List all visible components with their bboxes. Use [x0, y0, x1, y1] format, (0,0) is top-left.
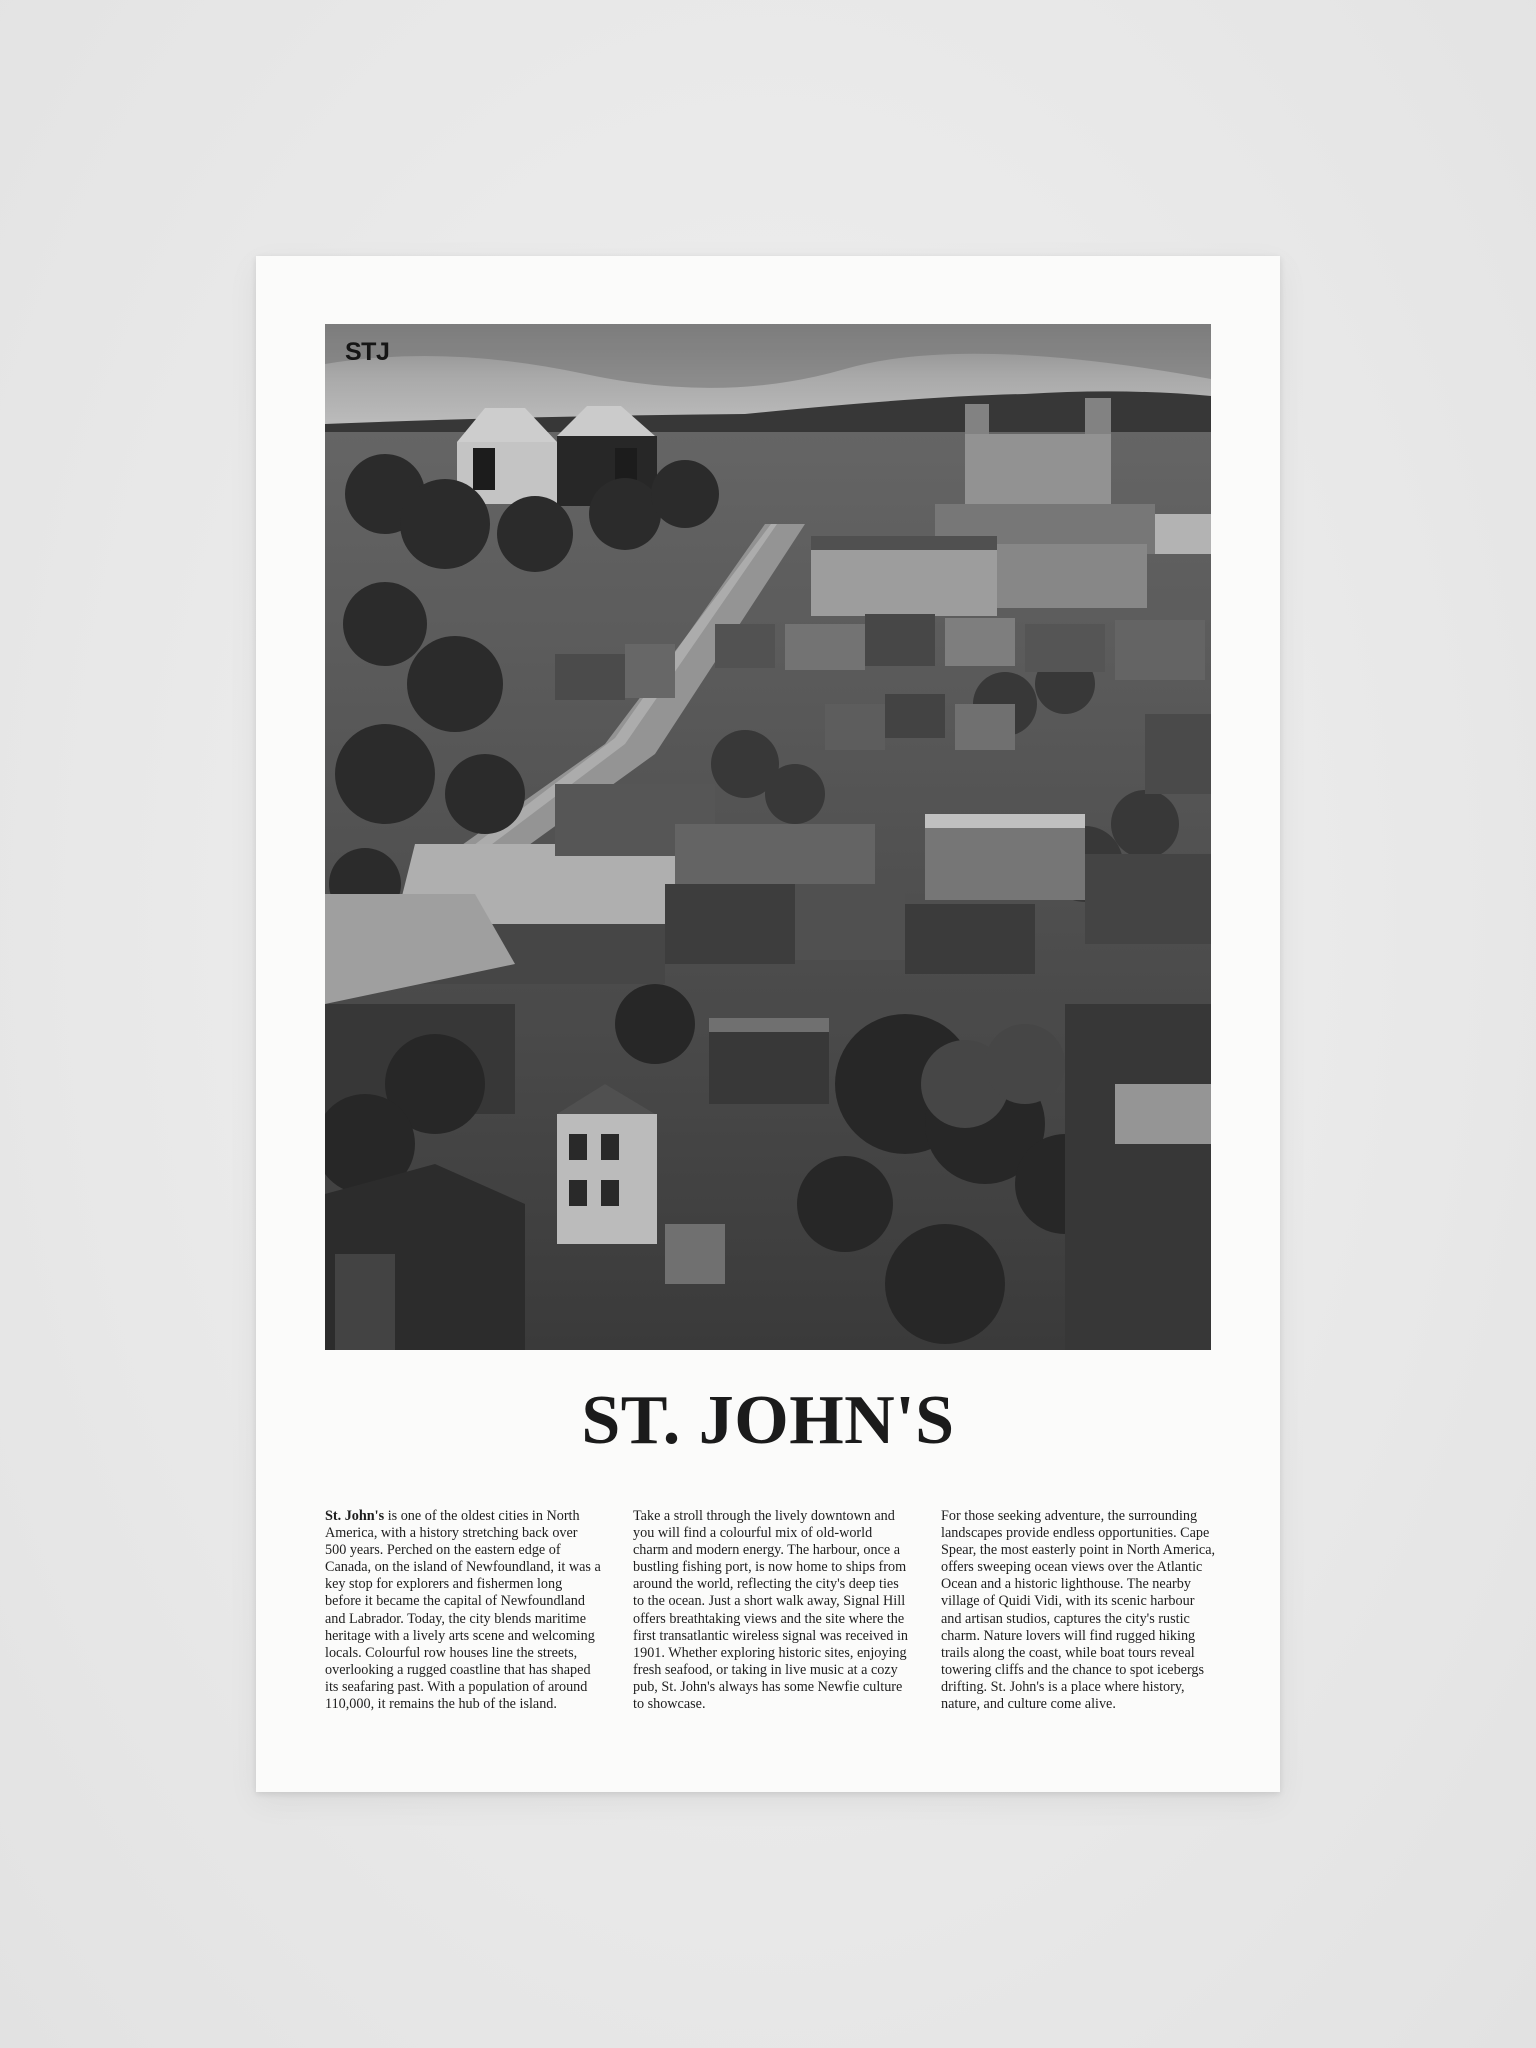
aerial-photo-illustration — [325, 324, 1211, 1350]
poster-title: ST. JOHN'S — [581, 1382, 955, 1459]
column-3-body: For those seeking adventure, the surrounding landscapes provide endless opportunities. Cape Spear, the most easterly point in North America, offers sweeping ocean views over the Atlantic Ocean and a historic lighthouse. The nearby village of Quidi Vidi, with its scenic harbour and artisan studios, captures the city's rustic charm. Nature lovers will find rugged hiking trails along the coast, while boat tours reveal towering cliffs and the chance to spot icebergs drifting. St. John's is a place where history, nature, and culture come alive. — [941, 1508, 1216, 1713]
column-2-body: Take a stroll through the lively downtown and you will find a colourful mix of old-world charm and modern energy. The harbour, once a bustling fishing port, is now home to ships from around the world, reflecting the city's deep ties to the ocean. Just a short walk away, Signal Hill offers breathtaking views and the site where the first transatlantic wireless signal was received in 1901. Whether exploring historic sites, enjoying fresh seafood, or taking in live music at a cozy pub, St. John's always has some Newfie culture to showcase. — [633, 1508, 908, 1713]
text-column-2 — [633, 1508, 909, 1713]
text-column-3 — [941, 1508, 1217, 1713]
text-column-1 — [325, 1508, 601, 1713]
poster — [256, 256, 1280, 1792]
city-aerial-photo — [325, 324, 1211, 1350]
city-code-label: STJ — [345, 338, 390, 366]
lead-text: St. John's — [325, 1508, 385, 1524]
column-1-body: is one of the oldest cities in North America, with a history stretching back over 500 years. Perched on the eastern edge of Canada, on the island of Newfoundland, it was a key stop for explorers and fishermen long before it became the capital of Newfoundland and Labrador. Today, the city blends maritime heritage with a lively arts scene and welcoming locals. Colourful row houses line the streets, overlooking a rugged coastline that has shaped its seafaring past. With a population of around 110,000, it remains the hub of the island. — [325, 1508, 601, 1713]
